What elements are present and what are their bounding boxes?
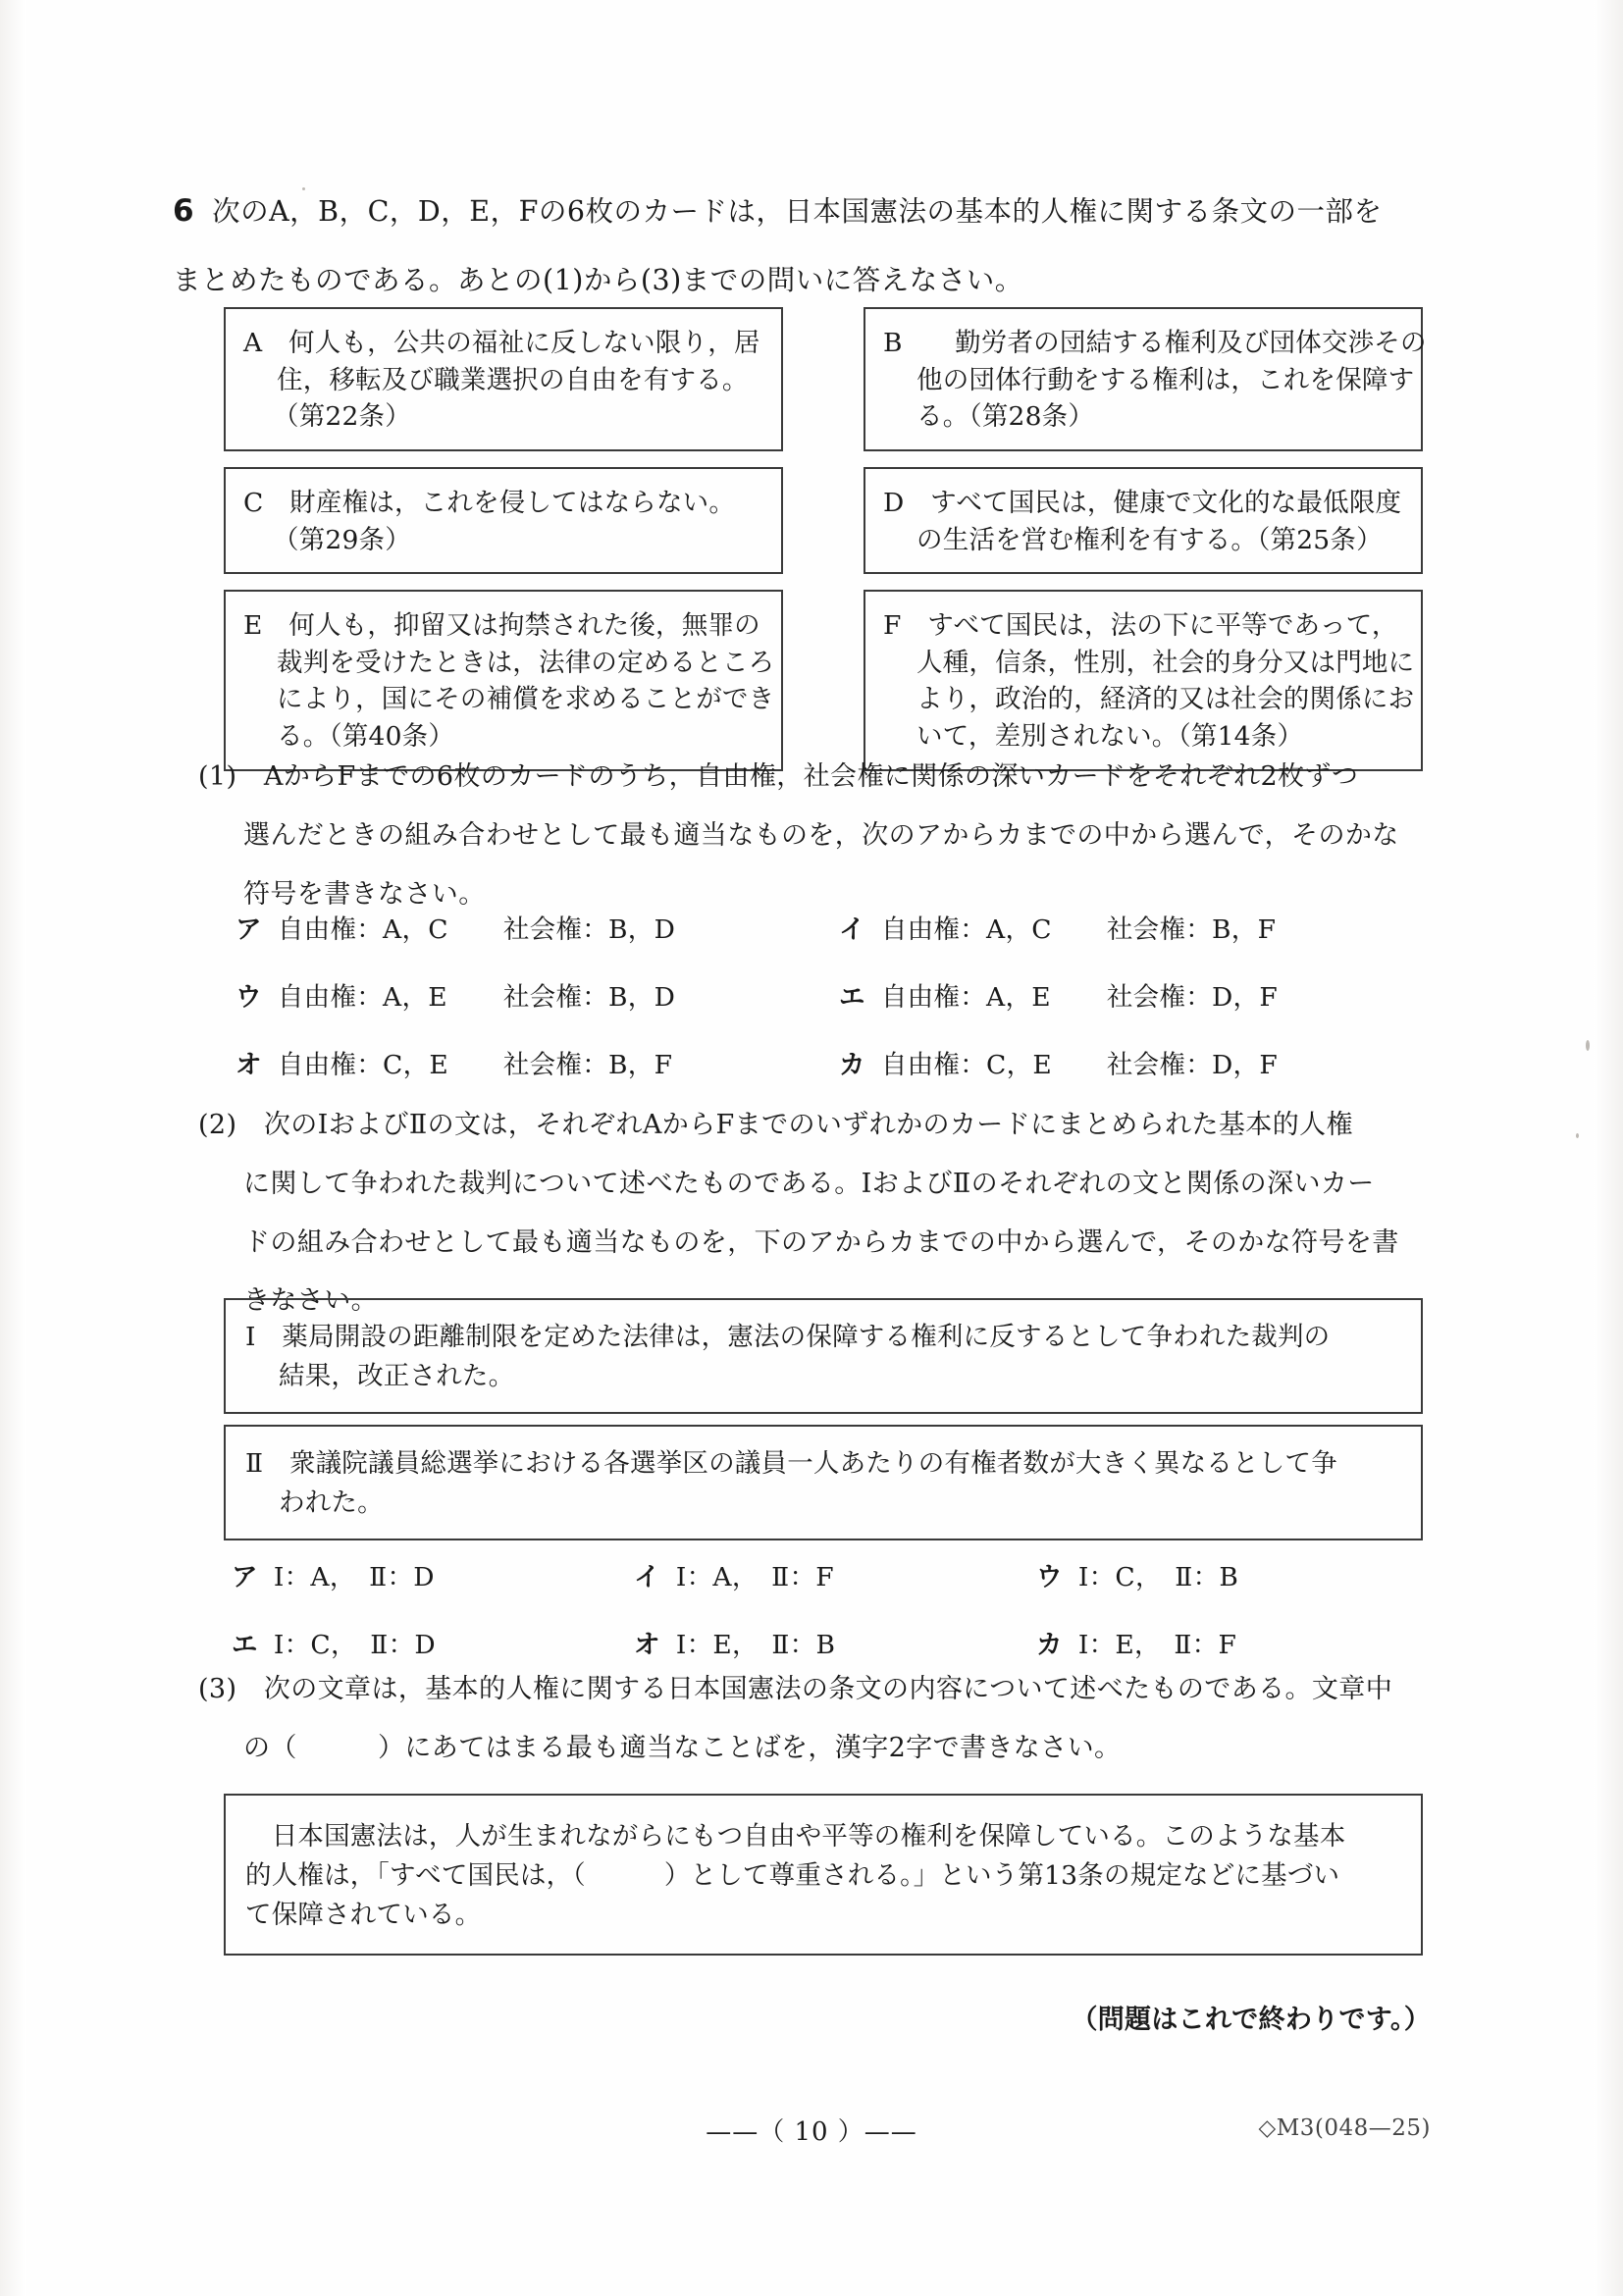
- choice-mark: ア: [232, 1562, 258, 1592]
- choice-option-o[interactable]: [236, 1043, 839, 1081]
- choice-row: [236, 1043, 1442, 1081]
- choice-row: [232, 1555, 1439, 1593]
- choice-pair: Ⅰ：C， Ⅱ：B: [1077, 1562, 1239, 1592]
- problem-intro-line-2: まとめたものである。あとの(1)から(3)までの問いに答えなさい。: [173, 263, 1023, 296]
- question-1-line-2: 選んだときの組み合わせとして最も適当なものを，次のアからカまでの中から選んで，そのかな: [243, 819, 1399, 851]
- passage-line-1: 日本国憲法は，人が生まれながらにもつ自由や平等の権利を保障している。このような基本: [245, 1821, 1346, 1852]
- question-1-choices: [236, 908, 1442, 1081]
- statement-1-line-1: Ⅰ 薬局開設の距離制限を定めた法律は，憲法の保障する権利に反するとして争われた裁判の: [245, 1322, 1331, 1352]
- choice-row: [236, 975, 1442, 1014]
- choice-option-i[interactable]: [634, 1555, 1036, 1593]
- choice-option-i[interactable]: [839, 908, 1442, 946]
- choice-social: 社会権：B，D: [502, 982, 676, 1013]
- choice-mark: カ: [839, 1050, 865, 1080]
- choice-pair: Ⅰ：E， Ⅱ：F: [1077, 1630, 1237, 1660]
- card-c-line-2: （第29条）: [273, 524, 411, 555]
- card-e-line-2: 裁判を受けたときは，法律の定めるところ: [277, 647, 775, 678]
- scan-edge-right: [1594, 0, 1623, 2296]
- choice-social: 社会権：D，F: [1106, 1050, 1279, 1080]
- choice-pair: Ⅰ：A， Ⅱ：D: [273, 1562, 435, 1592]
- choice-freedom: 自由権：A，C: [277, 914, 448, 945]
- choice-social: 社会権：B，F: [1106, 914, 1277, 945]
- choice-pair: Ⅰ：C， Ⅱ：D: [273, 1630, 436, 1660]
- statement-box-2: [224, 1425, 1423, 1540]
- card-row-3: [224, 590, 1423, 771]
- choice-option-a[interactable]: [236, 908, 839, 946]
- question-2-text: [198, 1109, 1474, 1318]
- card-a-line-3: （第22条）: [273, 401, 411, 433]
- choice-row: [236, 908, 1442, 946]
- choice-mark: ア: [236, 914, 262, 945]
- choice-option-ka[interactable]: [839, 1043, 1442, 1081]
- card-b-line-3: る。（第28条）: [916, 401, 1095, 433]
- card-row-2: [224, 467, 1423, 574]
- statement-2-line-1: Ⅱ 衆議院議員総選挙における各選挙区の議員一人あたりの有権者数が大きく異なるとして争: [245, 1448, 1337, 1479]
- card-b-line-2: 他の団体行動をする権利は，これを保障す: [916, 364, 1415, 395]
- card-f: [864, 590, 1423, 771]
- scan-edge-left: [0, 0, 26, 2296]
- passage-line-2: 的人権は，「すべて国民は，（ ）として尊重される。」という第13条の規定などに基づい: [245, 1859, 1340, 1891]
- statement-box-1: [224, 1298, 1423, 1414]
- choice-mark: イ: [839, 914, 865, 945]
- choice-row: [232, 1623, 1439, 1661]
- card-d: [864, 467, 1423, 574]
- choice-option-e[interactable]: [232, 1623, 634, 1661]
- question-2-line-2: に関して争われた裁判について述べたものである。ⅠおよびⅡのそれぞれの文と関係の深いカー: [243, 1168, 1375, 1199]
- choice-social: 社会権：B，D: [502, 914, 676, 945]
- question-2-line-3: ドの組み合わせとして最も適当なものを，下のアからカまでの中から選んで，そのかな符号を書: [243, 1226, 1399, 1258]
- choice-freedom: 自由権：A，E: [880, 982, 1051, 1013]
- choice-social: 社会権：B，F: [502, 1050, 673, 1080]
- card-a-line-1: A 何人も，公共の福祉に反しない限り，居: [243, 328, 760, 358]
- problem-number: 6: [173, 193, 195, 229]
- choice-freedom: 自由権：C，E: [277, 1050, 449, 1080]
- card-a-line-2: 住，移転及び職業選択の自由を有する。: [277, 364, 749, 395]
- card-b: [864, 307, 1427, 451]
- choice-mark: ウ: [1036, 1562, 1063, 1592]
- choice-option-u[interactable]: [236, 975, 839, 1014]
- card-f-line-2: 人種，信条，性別，社会的身分又は門地に: [916, 647, 1415, 678]
- choice-pair: Ⅰ：E， Ⅱ：B: [675, 1630, 836, 1660]
- choice-mark: エ: [839, 982, 865, 1013]
- card-row-1: [224, 307, 1427, 451]
- question-2-line-1: (2) 次のⅠおよびⅡの文は，それぞれAからFまでのいずれかのカードにまとめられた基本的人権: [198, 1110, 1353, 1140]
- statement-1-line-2: 結果，改正された。: [279, 1360, 515, 1391]
- card-c: [224, 467, 783, 574]
- question-1-line-3: 符号を書きなさい。: [243, 878, 486, 910]
- card-f-line-1: F すべて国民は，法の下に平等であって，: [883, 610, 1398, 642]
- card-e-line-3: により，国にその補償を求めることができ: [277, 684, 775, 715]
- choice-mark: オ: [634, 1630, 660, 1660]
- card-f-line-4: いて，差別されない。（第14条）: [916, 721, 1304, 752]
- closing-note: （問題はこれで終わりです。）: [1071, 2005, 1431, 2035]
- choice-option-o[interactable]: [634, 1623, 1036, 1661]
- choice-mark: イ: [634, 1562, 660, 1592]
- question-3-line-1: (3) 次の文章は，基本的人権に関する日本国憲法の条文の内容について述べたものである。文章中: [198, 1674, 1393, 1704]
- page-number: ——（ 10 ）——: [706, 2117, 917, 2147]
- question-3-passage-box: [224, 1794, 1423, 1956]
- choice-social: 社会権：D，F: [1106, 982, 1279, 1013]
- card-c-line-1: C 財産権は，これを侵してはならない。: [243, 487, 736, 518]
- question-1-line-1: (1) AからFまでの6枚のカードのうち，自由権，社会権に関係の深いカードをそれぞれ2枚ずつ: [198, 761, 1359, 792]
- passage-line-3: て保障されている。: [245, 1899, 482, 1930]
- question-2-line-4: きなさい。: [243, 1285, 378, 1317]
- question-2-choices: [232, 1555, 1439, 1661]
- card-a: [224, 307, 783, 451]
- question-1-text: [198, 760, 1474, 911]
- scan-speck: [1576, 1133, 1579, 1138]
- page-code: ◇M3(048—25): [1258, 2115, 1431, 2141]
- choice-mark: カ: [1036, 1630, 1063, 1660]
- choice-option-e[interactable]: [839, 975, 1442, 1014]
- scan-speck: [302, 187, 305, 190]
- choice-option-a[interactable]: [232, 1555, 634, 1593]
- constitution-card-grid: [224, 307, 1427, 787]
- card-f-line-3: より，政治的，経済的又は社会的関係にお: [916, 684, 1415, 715]
- choice-option-u[interactable]: [1036, 1555, 1439, 1593]
- statement-2-line-2: われた。: [279, 1487, 384, 1518]
- problem-intro-line-1: 次のA，B，C，D，E，Fの6枚のカードは，日本国憲法の基本的人権に関する条文の一部を: [212, 195, 1383, 228]
- choice-freedom: 自由権：A，E: [277, 982, 447, 1013]
- question-3-text: [198, 1673, 1474, 1765]
- card-e: [224, 590, 783, 771]
- choice-freedom: 自由権：C，E: [880, 1050, 1053, 1080]
- card-e-line-1: E 何人も，抑留又は拘禁された後，無罪の: [243, 610, 760, 642]
- choice-pair: Ⅰ：A， Ⅱ：F: [675, 1562, 834, 1592]
- scan-speck: [1586, 1040, 1590, 1051]
- choice-mark: ウ: [236, 982, 262, 1013]
- card-d-line-1: D すべて国民は，健康で文化的な最低限度: [883, 487, 1402, 518]
- choice-mark: オ: [236, 1050, 262, 1080]
- choice-freedom: 自由権：A，C: [880, 914, 1052, 945]
- card-b-line-1: B 勤労者の団結する権利及び団体交渉その: [883, 328, 1427, 358]
- problem-heading: [173, 192, 1439, 298]
- choice-option-ka[interactable]: [1036, 1623, 1439, 1661]
- card-e-line-4: る。（第40条）: [277, 721, 455, 752]
- choice-mark: エ: [232, 1630, 258, 1660]
- card-d-line-2: の生活を営む権利を有する。（第25条）: [916, 524, 1383, 555]
- question-3-line-2: の（ ）にあてはまる最も適当なことばを，漢字2字で書きなさい。: [243, 1732, 1122, 1763]
